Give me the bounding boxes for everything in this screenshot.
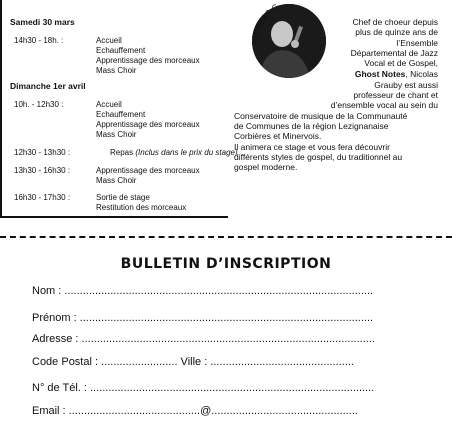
adresse-field[interactable]: Adresse : ................................................................................................	[32, 333, 375, 345]
ensemble-name: Ghost Notes	[354, 69, 406, 79]
schedule-panel	[0, 0, 238, 218]
bio-line: plus de quinze ans de	[355, 27, 438, 37]
bio-line: de Communes de la région Lezignanaise	[234, 121, 389, 131]
schedule-time: 10h. - 12h30 :	[14, 100, 64, 109]
activity-line: Apprentissage des morceaux	[96, 166, 200, 175]
day-heading: Samedi 30 mars	[10, 17, 75, 27]
bio-line: d’ensemble vocal au sein du	[330, 100, 438, 110]
name-arc-label	[242, 0, 342, 48]
schedule-activities	[96, 193, 186, 213]
bio-line: Corbières et Minervois.	[234, 131, 322, 141]
activity-line: Accueil	[96, 100, 122, 109]
bio-line: Conservatoire de musique de la Communauté	[234, 111, 408, 121]
schedule-time: 12h30 - 13h30 :	[14, 148, 71, 157]
bio-line: différents styles de gospel, du traditionnel au	[234, 152, 403, 162]
activity-line: Echauffement	[96, 46, 146, 55]
schedule-time: 14h30 - 18h. :	[14, 36, 64, 45]
schedule-activities	[96, 100, 200, 140]
bio-line: Il animera ce stage et vous fera découvrir	[234, 142, 390, 152]
day-heading: Dimanche 1er avril	[10, 81, 86, 91]
prenom-field[interactable]: Prénom : ................................................................................................	[32, 312, 374, 324]
left-border	[0, 0, 2, 218]
activity-line: Repas (Inclus dans le prix du stage)	[110, 148, 238, 157]
activity-note: (Inclus dans le prix du stage)	[135, 148, 238, 157]
bio-line: Grauby est aussi	[374, 80, 438, 90]
bio-line: l’Ensemble	[396, 38, 438, 48]
form-title: BULLETIN D’INSCRIPTION	[120, 256, 332, 272]
schedule-time: 13h30 - 16h30 :	[14, 166, 71, 175]
activity-line: Echauffement	[96, 110, 146, 119]
activity-line: Apprentissage des morceaux	[96, 56, 200, 65]
activity-line: Apprentissage des morceaux	[96, 120, 200, 129]
activity-line: Accueil	[96, 36, 122, 45]
bio-line: Vocal et de Gospel,	[364, 58, 438, 68]
bio-line: Ghost Notes, Nicolas	[354, 69, 438, 79]
svg-text:NICOLAS G: NICOLAS G	[250, 2, 281, 45]
bio-line: Chef de choeur depuis	[352, 17, 438, 27]
schedule-activities	[96, 36, 200, 76]
bio-line: Départemental de Jazz	[350, 48, 438, 58]
bottom-border	[0, 216, 228, 218]
nom-field[interactable]: Nom : .....................................................................................................	[32, 285, 374, 297]
telephone-field[interactable]: N° de Tél. : .............................................................................................	[32, 382, 375, 394]
bio-panel	[232, 0, 440, 220]
bio-line: gospel moderne.	[234, 162, 298, 172]
activity-line: Restitution des morceaux	[96, 203, 187, 212]
activity-line: Mass Choir	[96, 66, 137, 75]
schedule-activities	[110, 148, 238, 158]
email-field[interactable]: Email : ...........................................@................................................	[32, 405, 358, 417]
activity-line: Mass Choir	[96, 130, 137, 139]
schedule-time: 16h30 - 17h30 :	[14, 193, 71, 202]
code-postal-ville-field[interactable]: Code Postal : ......................... Ville : ...............................................	[32, 356, 354, 368]
activity-line: Mass Choir	[96, 176, 137, 185]
bio-line: professeur de chant et	[353, 90, 438, 100]
activity-line: Sortie de stage	[96, 193, 150, 202]
schedule-activities	[96, 166, 200, 186]
cut-line	[0, 236, 452, 238]
